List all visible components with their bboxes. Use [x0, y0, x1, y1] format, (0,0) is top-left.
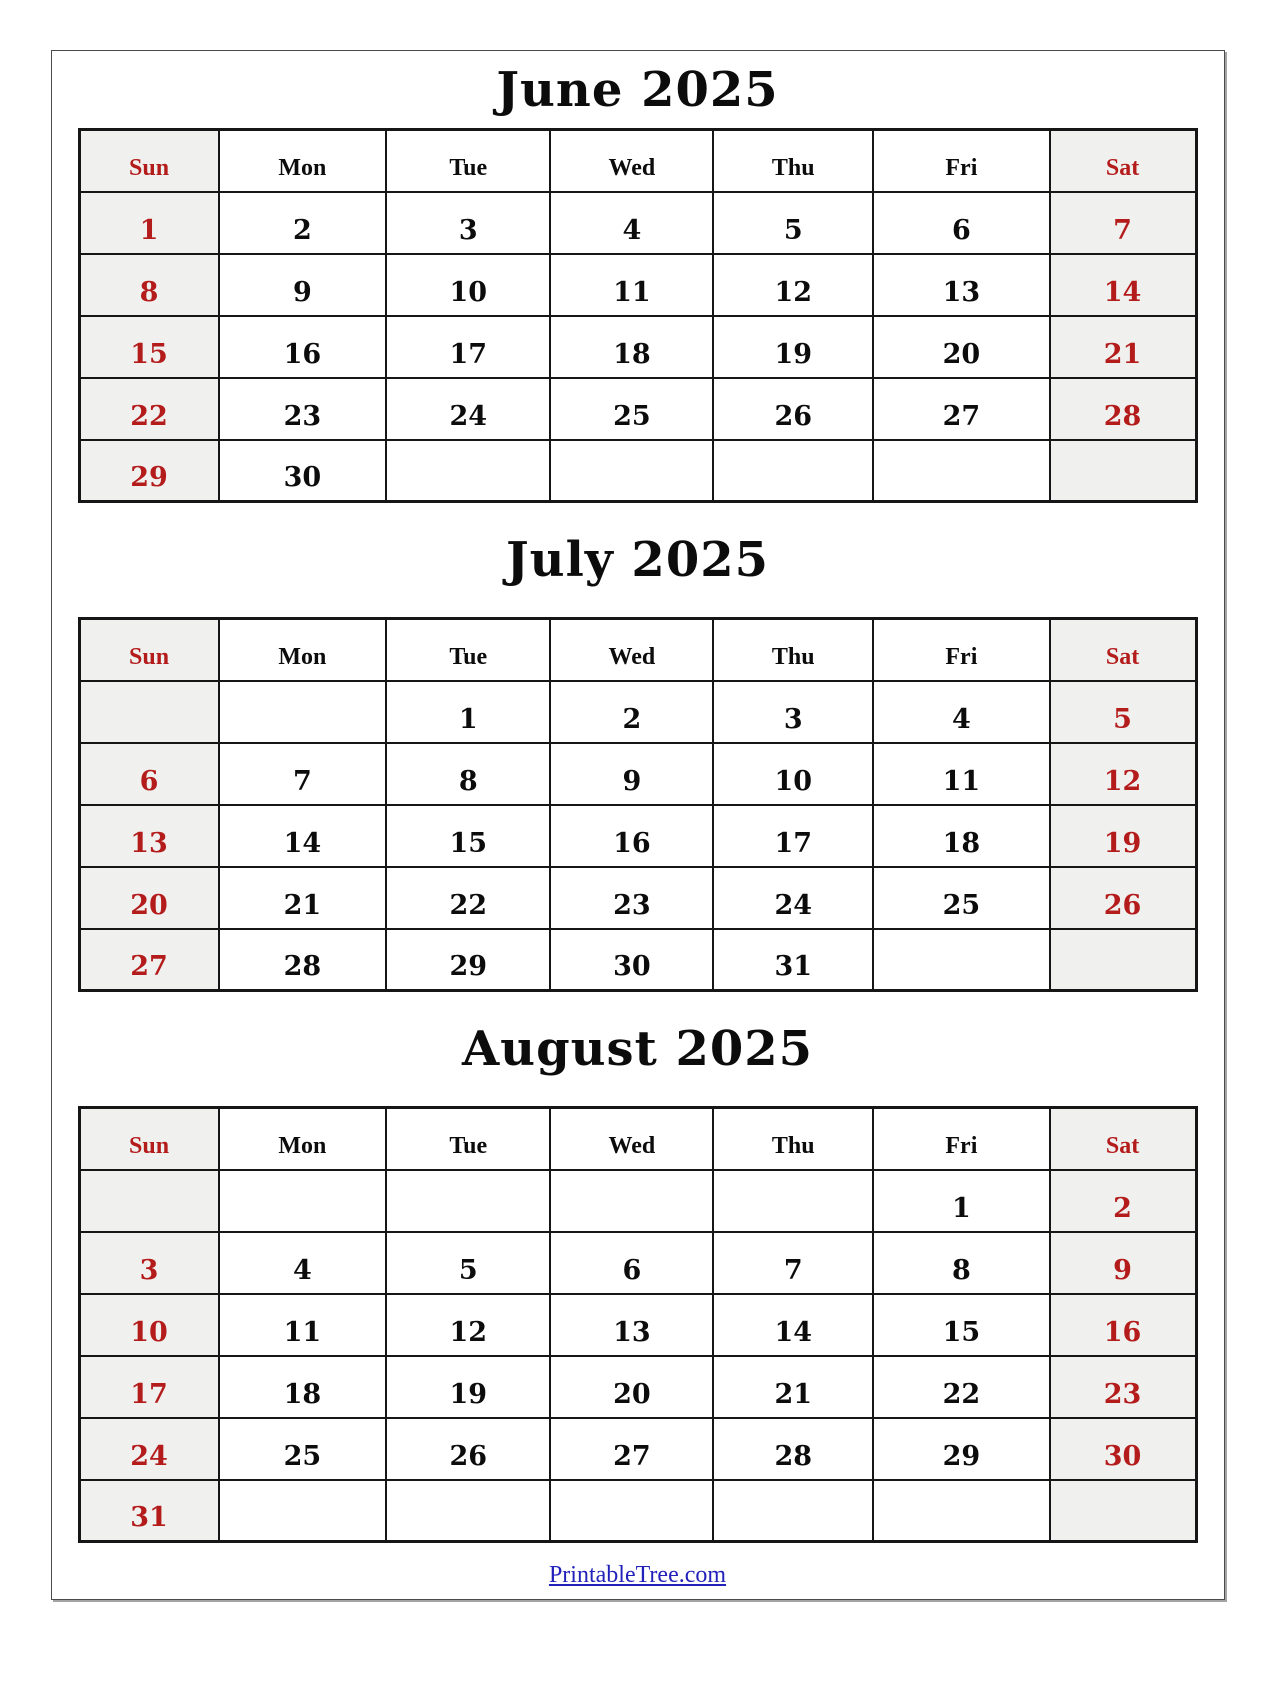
- day-cell: 22: [386, 867, 550, 929]
- day-cell: 22: [873, 1356, 1049, 1418]
- day-cell: 5: [1050, 681, 1196, 743]
- empty-day-cell: [1050, 929, 1196, 991]
- weekday-header-row: [79, 1108, 1196, 1170]
- day-cell: 18: [873, 805, 1049, 867]
- day-cell: 28: [1050, 378, 1196, 440]
- weekday-header-cell: Wed: [550, 1108, 713, 1170]
- day-cell: 21: [1050, 316, 1196, 378]
- day-cell: 16: [1050, 1294, 1196, 1356]
- day-cell: 4: [219, 1232, 387, 1294]
- month-title: June 2025: [496, 61, 779, 118]
- calendar-table: [78, 1106, 1198, 1543]
- day-cell: 14: [1050, 254, 1196, 316]
- empty-day-cell: [219, 1170, 387, 1232]
- day-cell: 12: [713, 254, 873, 316]
- day-cell: 23: [219, 378, 387, 440]
- empty-day-cell: [550, 1170, 713, 1232]
- page-footer: [52, 1543, 1224, 1607]
- day-cell: 5: [713, 192, 873, 254]
- day-cell: 13: [79, 805, 219, 867]
- day-cell: 27: [550, 1418, 713, 1480]
- day-cell: 28: [219, 929, 387, 991]
- day-cell: 18: [219, 1356, 387, 1418]
- day-cell: 12: [386, 1294, 550, 1356]
- empty-day-cell: [219, 1480, 387, 1542]
- day-cell: 25: [873, 867, 1049, 929]
- month-section-july: [52, 503, 1224, 992]
- weekday-header-cell: Tue: [386, 1108, 550, 1170]
- day-cell: 24: [79, 1418, 219, 1480]
- week-row: [79, 378, 1196, 440]
- empty-day-cell: [713, 1480, 873, 1542]
- day-cell: 1: [386, 681, 550, 743]
- day-cell: 14: [713, 1294, 873, 1356]
- day-cell: 10: [386, 254, 550, 316]
- month-title: July 2025: [505, 532, 770, 588]
- day-cell: 17: [79, 1356, 219, 1418]
- day-cell: 13: [550, 1294, 713, 1356]
- day-cell: 24: [386, 378, 550, 440]
- weekday-header-cell: Wed: [550, 130, 713, 192]
- day-cell: 21: [713, 1356, 873, 1418]
- day-cell: 1: [79, 192, 219, 254]
- day-cell: 25: [219, 1418, 387, 1480]
- day-cell: 8: [79, 254, 219, 316]
- day-cell: 31: [713, 929, 873, 991]
- day-cell: 6: [79, 743, 219, 805]
- week-row: [79, 1418, 1196, 1480]
- empty-day-cell: [873, 929, 1049, 991]
- weekday-header-cell: Sat: [1050, 619, 1196, 681]
- day-cell: 29: [873, 1418, 1049, 1480]
- weekday-header-row: [79, 619, 1196, 681]
- empty-day-cell: [550, 1480, 713, 1542]
- day-cell: 11: [219, 1294, 387, 1356]
- day-cell: 19: [713, 316, 873, 378]
- day-cell: 9: [219, 254, 387, 316]
- week-row: [79, 681, 1196, 743]
- day-cell: 6: [873, 192, 1049, 254]
- week-row: [79, 929, 1196, 991]
- weekday-header-cell: Sat: [1050, 1108, 1196, 1170]
- footer-link[interactable]: PrintableTree.com: [548, 1561, 727, 1588]
- day-cell: 9: [550, 743, 713, 805]
- empty-day-cell: [79, 681, 219, 743]
- day-cell: 16: [219, 316, 387, 378]
- day-cell: 3: [79, 1232, 219, 1294]
- week-row: [79, 440, 1196, 502]
- week-row: [79, 867, 1196, 929]
- weekday-header-cell: Thu: [713, 619, 873, 681]
- day-cell: 17: [386, 316, 550, 378]
- day-cell: 11: [550, 254, 713, 316]
- week-row: [79, 805, 1196, 867]
- day-cell: 11: [873, 743, 1049, 805]
- day-cell: 14: [219, 805, 387, 867]
- week-row: [79, 1294, 1196, 1356]
- empty-day-cell: [713, 1170, 873, 1232]
- empty-day-cell: [386, 1170, 550, 1232]
- calendar-table: [78, 617, 1198, 992]
- empty-day-cell: [1050, 440, 1196, 502]
- week-row: [79, 316, 1196, 378]
- day-cell: 26: [386, 1418, 550, 1480]
- day-cell: 26: [713, 378, 873, 440]
- day-cell: 30: [219, 440, 387, 502]
- day-cell: 27: [873, 378, 1049, 440]
- day-cell: 18: [550, 316, 713, 378]
- week-row: [79, 1356, 1196, 1418]
- day-cell: 3: [713, 681, 873, 743]
- weekday-header-cell: Fri: [873, 619, 1049, 681]
- day-cell: 25: [550, 378, 713, 440]
- weekday-header-cell: Sat: [1050, 130, 1196, 192]
- day-cell: 15: [386, 805, 550, 867]
- weekday-header-row: [79, 130, 1196, 192]
- day-cell: 10: [79, 1294, 219, 1356]
- day-cell: 10: [713, 743, 873, 805]
- day-cell: 5: [386, 1232, 550, 1294]
- week-row: [79, 254, 1196, 316]
- calendar-table: [78, 128, 1198, 503]
- day-cell: 7: [219, 743, 387, 805]
- weekday-header-cell: Fri: [873, 130, 1049, 192]
- weekday-header-cell: Sun: [79, 619, 219, 681]
- day-cell: 19: [1050, 805, 1196, 867]
- day-cell: 1: [873, 1170, 1049, 1232]
- week-row: [79, 1480, 1196, 1542]
- week-row: [79, 192, 1196, 254]
- empty-day-cell: [873, 1480, 1049, 1542]
- weekday-header-cell: Tue: [386, 619, 550, 681]
- weekday-header-cell: Tue: [386, 130, 550, 192]
- weekday-header-cell: Sun: [79, 1108, 219, 1170]
- month-section-june: [52, 51, 1224, 503]
- day-cell: 7: [713, 1232, 873, 1294]
- day-cell: 2: [550, 681, 713, 743]
- day-cell: 4: [873, 681, 1049, 743]
- day-cell: 30: [1050, 1418, 1196, 1480]
- day-cell: 29: [79, 440, 219, 502]
- day-cell: 2: [219, 192, 387, 254]
- day-cell: 16: [550, 805, 713, 867]
- empty-day-cell: [713, 440, 873, 502]
- day-cell: 29: [386, 929, 550, 991]
- empty-day-cell: [1050, 1480, 1196, 1542]
- empty-day-cell: [386, 1480, 550, 1542]
- week-row: [79, 1232, 1196, 1294]
- day-cell: 19: [386, 1356, 550, 1418]
- day-cell: 20: [550, 1356, 713, 1418]
- empty-day-cell: [386, 440, 550, 502]
- day-cell: 26: [1050, 867, 1196, 929]
- day-cell: 7: [1050, 192, 1196, 254]
- day-cell: 20: [873, 316, 1049, 378]
- day-cell: 12: [1050, 743, 1196, 805]
- weekday-header-cell: Wed: [550, 619, 713, 681]
- day-cell: 31: [79, 1480, 219, 1542]
- weekday-header-cell: Thu: [713, 1108, 873, 1170]
- weekday-header-cell: Mon: [219, 130, 387, 192]
- empty-day-cell: [79, 1170, 219, 1232]
- day-cell: 22: [79, 378, 219, 440]
- weekday-header-cell: Mon: [219, 619, 387, 681]
- weekday-header-cell: Fri: [873, 1108, 1049, 1170]
- day-cell: 8: [873, 1232, 1049, 1294]
- day-cell: 6: [550, 1232, 713, 1294]
- empty-day-cell: [219, 681, 387, 743]
- day-cell: 20: [79, 867, 219, 929]
- day-cell: 30: [550, 929, 713, 991]
- month-title: August 2025: [461, 1021, 814, 1077]
- day-cell: 23: [1050, 1356, 1196, 1418]
- weekday-header-cell: Sun: [79, 130, 219, 192]
- day-cell: 2: [1050, 1170, 1196, 1232]
- day-cell: 28: [713, 1418, 873, 1480]
- day-cell: 3: [386, 192, 550, 254]
- empty-day-cell: [550, 440, 713, 502]
- empty-day-cell: [873, 440, 1049, 502]
- day-cell: 4: [550, 192, 713, 254]
- day-cell: 8: [386, 743, 550, 805]
- day-cell: 15: [873, 1294, 1049, 1356]
- day-cell: 23: [550, 867, 713, 929]
- weekday-header-cell: Thu: [713, 130, 873, 192]
- month-section-august: [52, 992, 1224, 1543]
- week-row: [79, 743, 1196, 805]
- day-cell: 27: [79, 929, 219, 991]
- week-row: [79, 1170, 1196, 1232]
- day-cell: 13: [873, 254, 1049, 316]
- day-cell: 9: [1050, 1232, 1196, 1294]
- day-cell: 21: [219, 867, 387, 929]
- day-cell: 15: [79, 316, 219, 378]
- weekday-header-cell: Mon: [219, 1108, 387, 1170]
- day-cell: 17: [713, 805, 873, 867]
- page-border: [51, 50, 1225, 1600]
- day-cell: 24: [713, 867, 873, 929]
